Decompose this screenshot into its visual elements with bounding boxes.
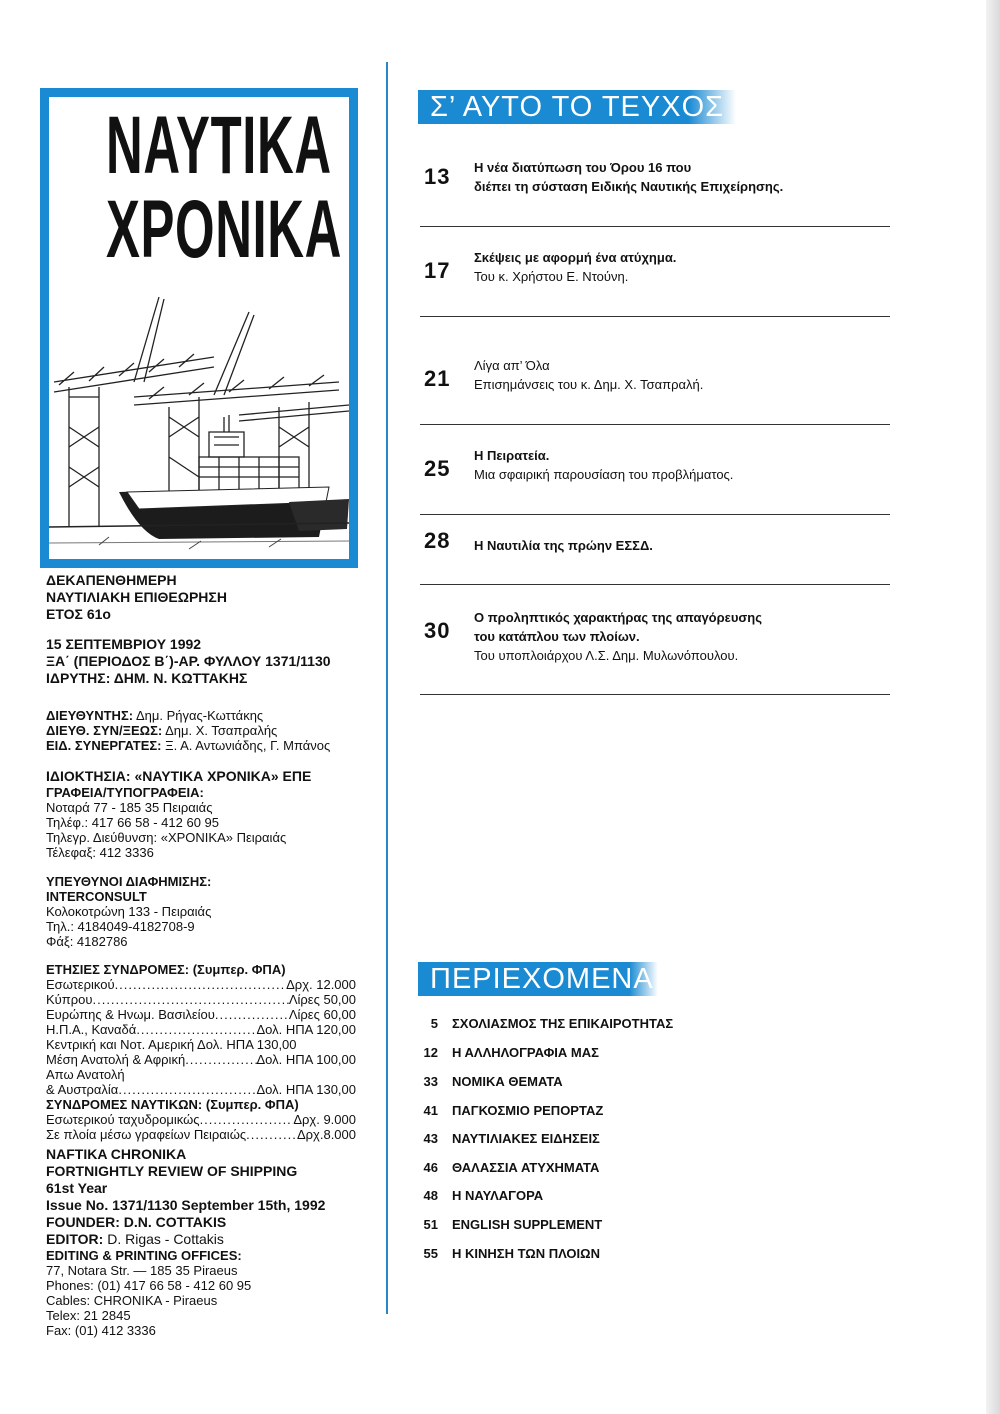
contributors-label: ΕΙΔ. ΣΥΝΕΡΓΑΤΕΣ:: [46, 738, 162, 753]
contributors-names: Ξ. Α. Αντωνιάδης, Γ. Μπάνος: [161, 738, 331, 753]
contents-item[interactable]: [418, 1160, 818, 1184]
article-subtitle: διέπει τη σύσταση Ειδικής Ναυτικής Επιχείρησης.: [474, 179, 784, 194]
subscription-row: [46, 1007, 356, 1022]
contents-banner: ΠΕΡΙΕΧΟΜΕΝΑ: [418, 962, 658, 996]
ads-fax: Φάξ: 4182786: [46, 934, 128, 949]
article-page: 28: [424, 528, 451, 553]
staff-list: [46, 708, 376, 753]
subscription-price: Λίρες 50,00: [288, 992, 356, 1007]
subscription-price: Δολ. ΗΠΑ 130,00: [256, 1082, 356, 1097]
article-title: Η νέα διατύπωση του Όρου 16 που: [474, 160, 692, 175]
article-page: 17: [424, 258, 451, 283]
contents-page: 33: [423, 1074, 438, 1089]
subscription-row: [46, 1052, 356, 1067]
english-editor-line: [46, 1231, 376, 1248]
ads-phone: Τηλ.: 4184049-4182708-9: [46, 919, 195, 934]
subscription-price: Δολ. ΗΠΑ 120,00: [256, 1022, 356, 1037]
in-issue-banner: Σ’ ΑΥΤΟ ΤΟ ΤΕΥΧΟΣ: [418, 90, 736, 124]
contents-title: ΠΑΓΚΟΣΜΙΟ ΡΕΠΟΡΤΑΖ: [452, 1103, 604, 1118]
subscription-price: Δρχ. 9.000: [293, 1112, 356, 1127]
article-title: Λίγα απ’ Όλα: [474, 358, 550, 373]
english-masthead: [46, 1146, 376, 1338]
article-rule: [420, 316, 890, 317]
contents-item[interactable]: [418, 1045, 818, 1069]
subscription-far-east: Απω Ανατολή: [46, 1067, 125, 1082]
subscriptions-block: [46, 962, 376, 1142]
contents-item[interactable]: [418, 1016, 818, 1040]
english-phones: Phones: (01) 417 66 58 - 412 60 95: [46, 1278, 252, 1293]
article-page: 13: [424, 164, 451, 189]
ads-label: ΥΠΕΥΘΥΝΟΙ ΔΙΑΦΗΜΙΣΗΣ:: [46, 874, 212, 889]
subscription-central-america: Κεντρική και Νοτ. Αμερική Δολ. ΗΠΑ 130,00: [46, 1037, 297, 1052]
office-phone: Τηλέφ.: 417 66 58 - 412 60 95: [46, 815, 219, 830]
magazine-cover: [40, 88, 358, 568]
english-fax: Fax: (01) 412 3336: [46, 1323, 156, 1338]
office-fax: Τέλεφαξ: 412 3336: [46, 845, 154, 860]
subscription-row: [46, 1022, 356, 1037]
issue-info: [46, 636, 376, 687]
contents-page: 41: [423, 1103, 438, 1118]
ownership-block: [46, 768, 376, 860]
issue-number: ΞΑ΄ (ΠΕΡΙΟΔΟΣ Β΄)-ΑΡ. ΦΥΛΛΟΥ 1371/1130: [46, 653, 331, 669]
article-page: 25: [424, 456, 451, 481]
contents-item[interactable]: [418, 1103, 818, 1127]
naut-subscriptions-label: ΣΥΝΔΡΟΜΕΣ ΝΑΥΤΙΚΩΝ: (Συμπερ. ΦΠΑ): [46, 1097, 299, 1112]
founder-line: ΙΔΡΥΤΗΣ: ΔΗΜ. Ν. ΚΩΤΤΑΚΗΣ: [46, 670, 248, 686]
contents-title: Η ΚΙΝΗΣΗ ΤΩΝ ΠΛΟΙΩΝ: [452, 1246, 600, 1261]
publication-year: ΕΤΟΣ 61ο: [46, 606, 111, 622]
subscription-row: [46, 1127, 356, 1142]
contents-page: 48: [423, 1188, 438, 1203]
subscription-region: Εσωτερικού: [46, 977, 115, 992]
article-rule: [420, 226, 890, 227]
offices-label: ΓΡΑΦΕΙΑ/ΤΥΠΟΓΡΑΦΕΙΑ:: [46, 785, 204, 800]
contents-title: ΝΑΥΤΙΛΙΑΚΕΣ ΕΙΔΗΣΕΙΣ: [452, 1131, 600, 1146]
subscription-region: Εσωτερικού ταχυδρομικώς: [46, 1112, 200, 1127]
article-rule: [420, 514, 890, 515]
contents-item[interactable]: [418, 1217, 818, 1241]
english-telex: Telex: 21 2845: [46, 1308, 131, 1323]
subscription-region: Η.Π.Α., Καναδά: [46, 1022, 137, 1037]
article-title: Η Πειρατεία.: [474, 448, 550, 463]
contents-page: 43: [423, 1131, 438, 1146]
article-subtitle: Μια σφαιρική παρουσίαση του προβλήματος.: [474, 467, 734, 482]
subscription-row: [46, 1112, 356, 1127]
contents-title: ΣΧΟΛΙΑΣΜΟΣ ΤΗΣ ΕΠΙΚΑΙΡΟΤΗΤΑΣ: [452, 1016, 674, 1031]
subscription-region: Σε πλοία μέσω γραφείων Πειραιώς: [46, 1127, 247, 1142]
cover-inner: [49, 97, 349, 559]
article-page: 30: [424, 618, 451, 643]
subscription-row: [46, 992, 356, 1007]
editor-label: ΔΙΕΥΘ. ΣΥΝ/ΞΕΩΣ:: [46, 723, 163, 738]
publication-type: [46, 572, 376, 623]
article-page: 21: [424, 366, 451, 391]
article-author: Του κ. Χρήστου Ε. Ντούνη.: [474, 269, 629, 284]
article-rule: [420, 584, 890, 585]
article-author: Του υποπλοιάρχου Λ.Σ. Δημ. Μυλωνόπουλου.: [474, 648, 739, 663]
cover-title-line1: ΝΑΥΤΙΚΑ: [106, 100, 332, 191]
contents-page: 46: [423, 1160, 438, 1175]
english-founder: FOUNDER: D.N. COTTAKIS: [46, 1214, 227, 1230]
english-editor-label: EDITOR:: [46, 1231, 104, 1247]
english-subtitle: FORTNIGHTLY REVIEW OF SHIPPING: [46, 1163, 298, 1179]
contents-title: Η ΑΛΛΗΛΟΓΡΑΦΙΑ ΜΑΣ: [452, 1045, 599, 1060]
subscription-region: Ευρώπης & Ηνωμ. Βασιλείου: [46, 1007, 215, 1022]
publication-type-line2: ΝΑΥΤΙΛΙΑΚΗ ΕΠΙΘΕΩΡΗΣΗ: [46, 589, 227, 605]
contents-title: Η ΝΑΥΛΑΓΟΡΑ: [452, 1188, 544, 1203]
director-name: Δημ. Ρήγας-Κωττάκης: [133, 708, 264, 723]
subscription-region: & Αυστραλία: [46, 1082, 119, 1097]
page-edge: [986, 0, 1000, 1414]
subscription-row: [46, 977, 356, 992]
subscriptions-label: ΕΤΗΣΙΕΣ ΣΥΝΔΡΟΜΕΣ: (Συμπερ. ΦΠΑ): [46, 962, 286, 977]
article-author: Επισημάνσεις του κ. Δημ. Χ. Τσαπραλή.: [474, 377, 704, 392]
ads-company: INTERCONSULT: [46, 889, 147, 904]
contents-item[interactable]: [418, 1188, 818, 1212]
ownership-line: ΙΔΙΟΚΤΗΣΙΑ: «ΝΑΥΤΙΚΑ ΧΡΟΝΙΚΑ» ΕΠΕ: [46, 768, 312, 784]
contents-item[interactable]: [418, 1246, 818, 1270]
contents-item[interactable]: [418, 1131, 818, 1155]
editor-name: Δημ. Χ. Τσαπραλής: [162, 723, 278, 738]
english-title: NAFTIKA CHRONIKA: [46, 1146, 187, 1162]
subscription-price: Δρχ. 12.000: [286, 977, 356, 992]
subscription-price: Δρχ.8.000: [296, 1127, 356, 1142]
contents-item[interactable]: [418, 1074, 818, 1098]
english-offices-label: EDITING & PRINTING OFFICES:: [46, 1248, 242, 1263]
office-address: Νοταρά 77 - 185 35 Πειραιάς: [46, 800, 213, 815]
article-title: Η Ναυτιλία της πρώην ΕΣΣΔ.: [474, 538, 653, 553]
issue-date: 15 ΣΕΠΤΕΜΒΡΙΟΥ 1992: [46, 636, 202, 652]
english-year: 61st Year: [46, 1180, 108, 1196]
editor-line: [46, 723, 376, 738]
ship-illustration: [49, 287, 349, 559]
contents-title: ENGLISH SUPPLEMENT: [452, 1217, 603, 1232]
article-title: Σκέψεις με αφορμή ένα ατύχημα.: [474, 250, 677, 265]
column-divider: [386, 62, 388, 1314]
english-editor-name: D. Rigas - Cottakis: [103, 1231, 224, 1247]
contents-page: 55: [423, 1246, 438, 1261]
ads-address: Κολοκοτρώνη 133 - Πειραιάς: [46, 904, 212, 919]
contributors-line: [46, 738, 376, 753]
article-rule: [420, 424, 890, 425]
subscription-region: Κύπρου: [46, 992, 93, 1007]
english-cables: Cables: CHRONIKA - Piraeus: [46, 1293, 218, 1308]
contents-page: 51: [423, 1217, 438, 1232]
director-label: ΔΙΕΥΘΥΝΤΗΣ:: [46, 708, 134, 723]
article-title: Ο προληπτικός χαρακτήρας της απαγόρευσης: [474, 610, 762, 625]
article-title-cont: του κατάπλου των πλοίων.: [474, 629, 640, 644]
contents-title: ΝΟΜΙΚΑ ΘΕΜΑΤΑ: [452, 1074, 563, 1089]
advertising-block: [46, 874, 376, 949]
english-issue: Issue No. 1371/1130 September 15th, 1992: [46, 1197, 326, 1213]
english-address: 77, Notara Str. — 185 35 Piraeus: [46, 1263, 238, 1278]
director-line: [46, 708, 376, 723]
contents-page: 12: [423, 1045, 438, 1060]
office-telegraph: Τηλεγρ. Διεύθυνση: «ΧΡΟΝΙΚΑ» Πειραιάς: [46, 830, 287, 845]
cover-title-line2: ΧΡΟΝΙΚΑ: [106, 184, 342, 275]
publication-type-line1: ΔΕΚΑΠΕΝΘΗΜΕΡΗ: [46, 572, 177, 588]
contents-title: ΘΑΛΑΣΣΙΑ ΑΤΥΧΗΜΑΤΑ: [452, 1160, 600, 1175]
subscription-row: [46, 1082, 356, 1097]
subscription-region: Μέση Ανατολή & Αφρική: [46, 1052, 186, 1067]
contents-page: 5: [430, 1016, 438, 1031]
subscription-price: Λίρες 60,00: [288, 1007, 356, 1022]
article-rule: [420, 694, 890, 695]
subscription-price: Δολ. ΗΠΑ 100,00: [256, 1052, 356, 1067]
